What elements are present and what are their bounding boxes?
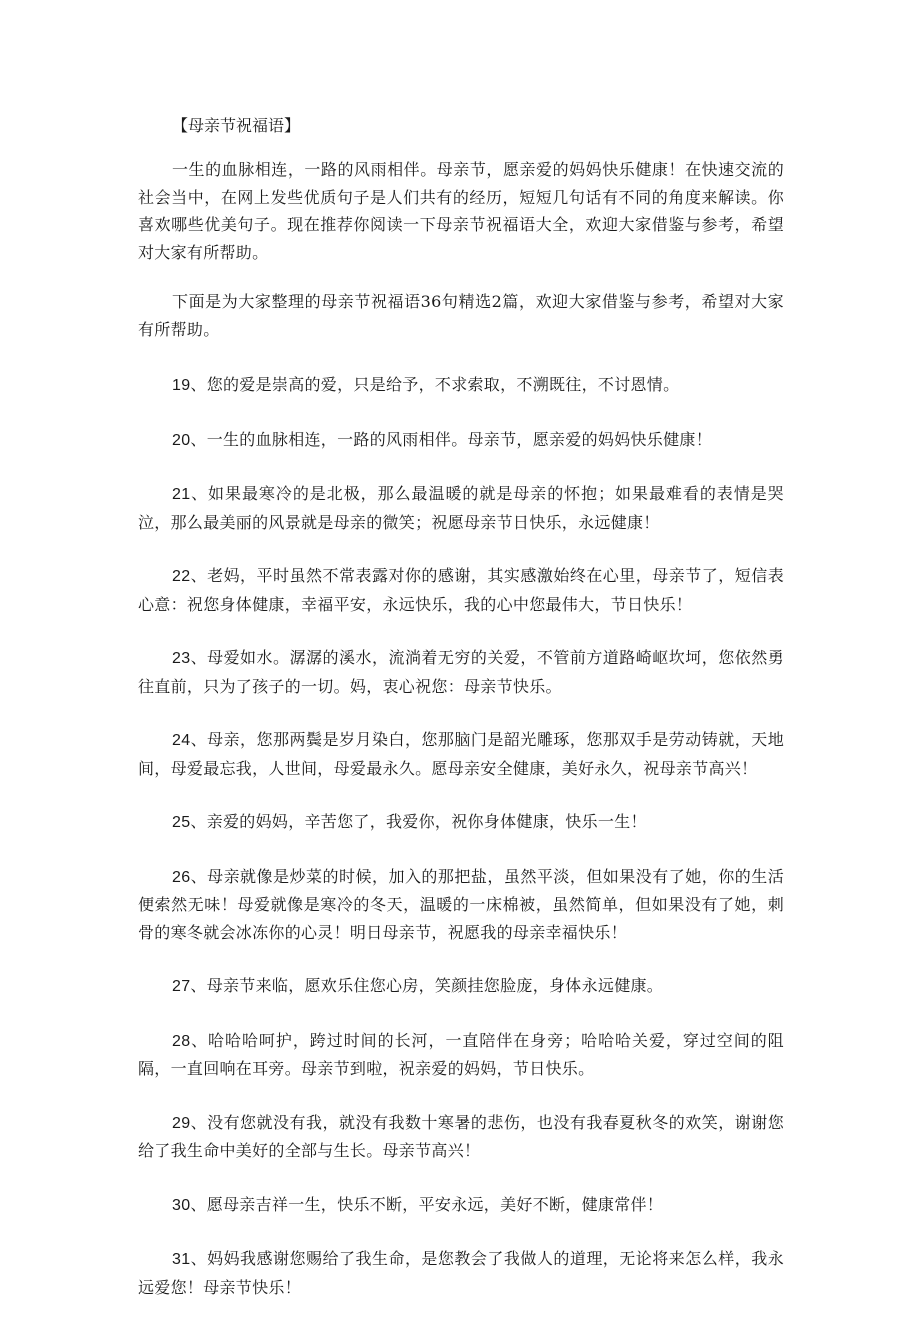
item-number: 20 <box>172 431 191 449</box>
item-text: 、如果最寒冷的是北极，那么最温暖的就是母亲的怀抱；如果最难看的表情是哭泣，那么最美丽的风景就是母亲的微笑；祝愿母亲节日快乐，永远健康！ <box>138 484 784 532</box>
item-number: 27 <box>172 978 191 995</box>
item-text: 、您的爱是崇高的爱，只是给予，不求索取，不溯既往，不讨恩情。 <box>190 375 680 394</box>
list-item <box>138 644 784 700</box>
intro-paragraph-2: 下面是为大家整理的母亲节祝福语36句精选2篇，欢迎大家借鉴与参考，希望对大家有所帮助。 <box>138 292 784 339</box>
list-item <box>138 808 784 837</box>
item-text: 、妈妈我感谢您赐给了我生命，是您教会了我做人的道理，无论将来怎么样，我永远爱您！母亲节快乐！ <box>138 1249 784 1297</box>
list-item <box>138 371 784 400</box>
item-number: 21 <box>172 486 191 503</box>
document-page <box>138 112 784 1327</box>
item-text: 、一生的血脉相连，一路的风雨相伴。母亲节，愿亲爱的妈妈快乐健康！ <box>190 429 713 449</box>
item-text: 、没有您就没有我，就没有我数十寒暑的悲伤，也没有我春夏秋冬的欢笑，谢谢您给了我生命中美好的全部与生长。母亲节高兴！ <box>138 1112 784 1160</box>
item-number: 19 <box>172 377 191 394</box>
item-text: 、愿母亲吉祥一生，快乐不断，平安永远，美好不断，健康常伴！ <box>190 1194 664 1214</box>
list-item <box>138 726 784 782</box>
item-number: 25 <box>172 814 191 831</box>
item-number: 29 <box>172 1114 191 1132</box>
list-item <box>138 1245 784 1301</box>
item-text: 、亲爱的妈妈，辛苦您了，我爱你，祝你身体健康，快乐一生！ <box>190 812 647 831</box>
item-text: 、母亲节来临，愿欢乐住您心房，笑颜挂您脸庞，身体永远健康。 <box>190 976 664 995</box>
list-item <box>138 562 784 618</box>
list-item <box>138 1191 784 1220</box>
item-number: 26 <box>172 868 191 886</box>
item-number: 22 <box>172 568 191 585</box>
item-text: 、哈哈哈呵护，跨过时间的长河，一直陪伴在身旁；哈哈哈关爱，穿过空间的阻隔，一直回响在耳旁。母亲节到啦，祝亲爱的妈妈，节日快乐。 <box>138 1030 784 1078</box>
item-text: 、母亲就像是炒菜的时候，加入的那把盐，虽然平淡，但如果没有了她，你的生活便索然无味！母爱就像是寒冷的冬天，温暖的一床棉被，虽然简单，但如果没有了她，刺骨的寒冬就会冰冻你的心灵！明日母亲节，祝愿我的母亲幸福快乐！ <box>138 866 784 942</box>
list-item <box>138 863 784 947</box>
item-number: 24 <box>172 732 191 749</box>
item-number: 30 <box>172 1196 191 1214</box>
list-item <box>138 480 784 536</box>
document-title: 【母亲节祝福语】 <box>172 116 301 135</box>
blessing-list <box>138 371 784 1301</box>
item-number: 23 <box>172 650 191 667</box>
item-number: 31 <box>172 1251 191 1268</box>
item-text: 、母爱如水。潺潺的溪水，流淌着无穷的关爱，不管前方道路崎岖坎坷，您依然勇往直前，只为了孩子的一切。妈，衷心祝您：母亲节快乐。 <box>138 648 784 696</box>
list-item <box>138 972 784 1001</box>
item-number: 28 <box>172 1032 191 1050</box>
list-item <box>138 1027 784 1083</box>
item-text: 、母亲，您那两鬓是岁月染白，您那脑门是韶光雕琢，您那双手是劳动铸就，天地间，母爱最忘我，人世间，母爱最永久。愿母亲安全健康，美好永久，祝母亲节高兴！ <box>138 730 784 778</box>
item-text: 、老妈，平时虽然不常表露对你的感谢，其实感激始终在心里，母亲节了，短信表心意：祝您身体健康，幸福平安，永远快乐，我的心中您最伟大，节日快乐！ <box>138 566 784 614</box>
intro-paragraph-1: 一生的血脉相连，一路的风雨相伴。母亲节，愿亲爱的妈妈快乐健康！在快速交流的社会当中，在网上发些优质句子是人们共有的经历，短短几句话有不同的角度来解读。你喜欢哪些优美句子。现在推荐你阅读一下母亲节祝福语大全，欢迎大家借鉴与参考，希望对大家有所帮助。 <box>138 160 784 262</box>
list-item <box>138 426 784 455</box>
list-item <box>138 1109 784 1165</box>
